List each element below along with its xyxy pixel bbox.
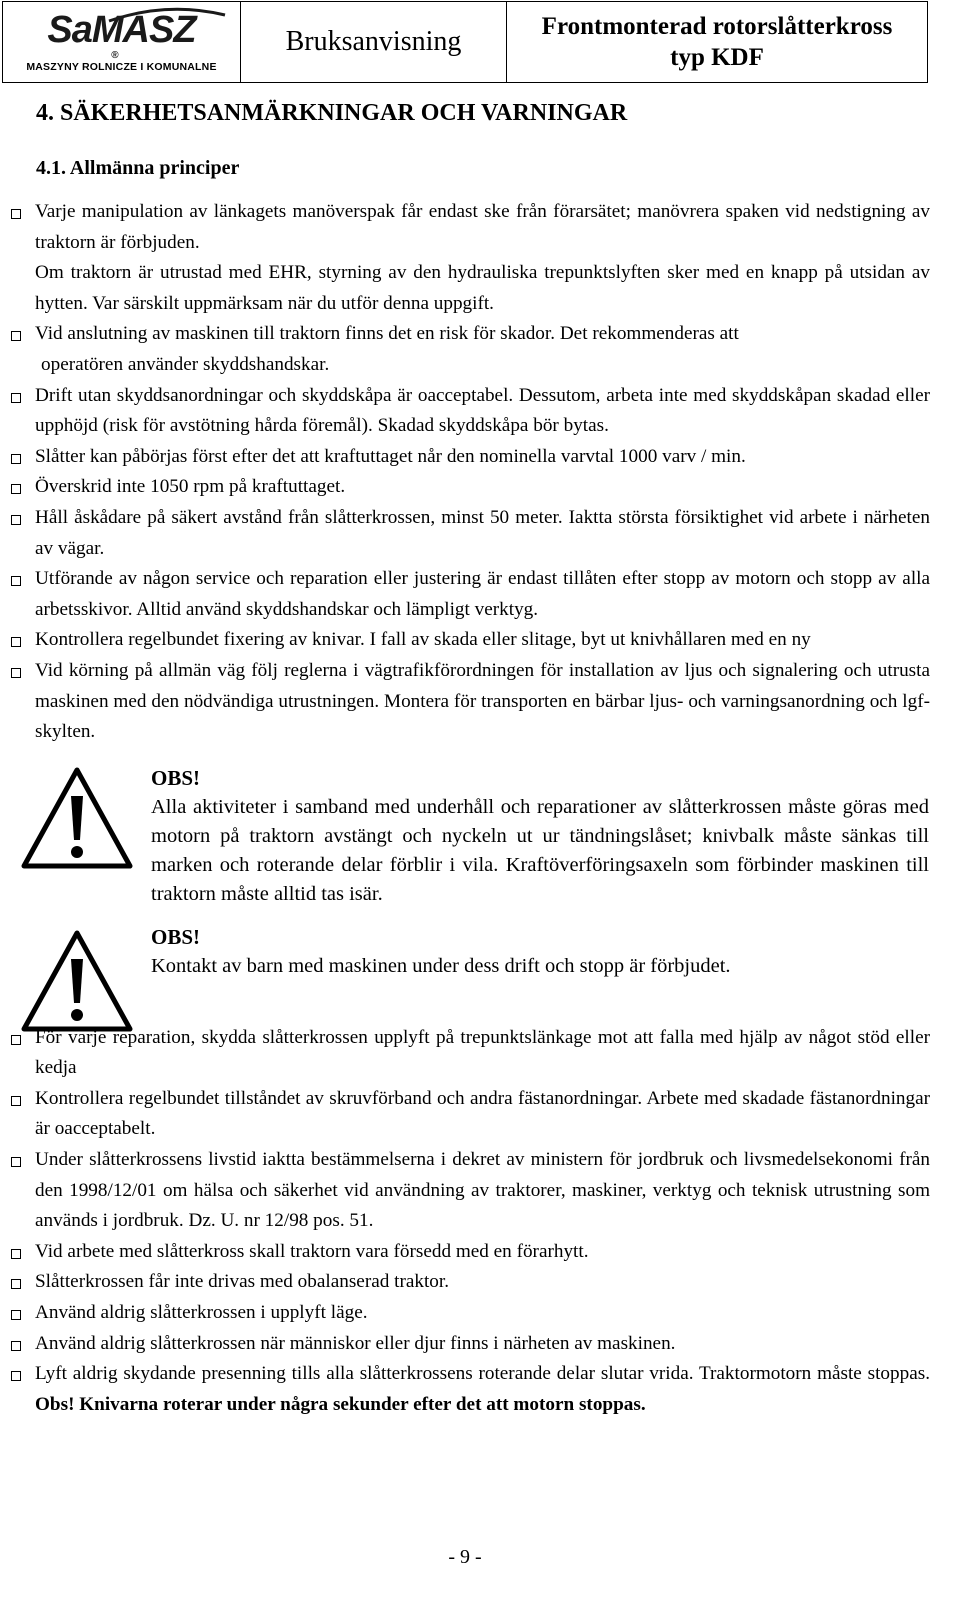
list-item: Slåtterkrossen får inte drivas med obalanserad traktor. [0, 1267, 930, 1298]
checkbox-bullet-icon [11, 1249, 21, 1259]
list-item: Vid körning på allmän väg följ reglerna i vägtrafikförordningen för installation av ljus och signalering och utrusta maskinen med den nödvändiga utrustningen. Montera för transporten en bärbar ljus- och varningsanordning och lgf-skylten. [0, 656, 930, 748]
checkbox-bullet-icon [11, 1035, 21, 1045]
list-item: Överskrid inte 1050 rpm på kraftuttaget. [0, 472, 930, 503]
checkbox-bullet-icon [11, 331, 21, 341]
warning-text: Alla aktiviteter i samband med underhåll och reparationer av slåtterkrossen måste göras med motorn på traktorn avstängt och nyckeln ut ur tändningslåset; knivbalk måste sänkas till marken och roterande delar förblir i vila. Kraftöverföringsaxeln som förbinder maskinen till traktorn måste alltid tas isär. [151, 795, 929, 905]
checkbox-bullet-icon [11, 668, 21, 678]
checkbox-bullet-icon [11, 1157, 21, 1167]
checkbox-bullet-icon [11, 209, 21, 219]
checkbox-bullet-icon [11, 1096, 21, 1106]
logo-swoosh-icon [107, 5, 227, 23]
list-item: Använd aldrig slåtterkrossen när människor eller djur finns i närheten av maskinen. [0, 1329, 930, 1360]
warning-text: Kontakt av barn med maskinen under dess drift och stopp är förbjudet. [151, 954, 731, 977]
bullet-list-general [0, 197, 960, 748]
list-item: Vid anslutning av maskinen till traktorn finns det en risk för skador. Det rekommenderas att [0, 319, 930, 350]
list-item-continuation: operatören använder skyddshandskar. [41, 353, 330, 375]
list-item: Kontrollera regelbundet fixering av knivar. I fall av skada eller slitage, byt ut knivhållaren med en ny [0, 625, 930, 656]
checkbox-bullet-icon [11, 454, 21, 464]
brand-logo [3, 2, 241, 82]
list-item: Under slåtterkrossens livstid iaktta bestämmelserna i dekret av ministern för jordbruk och livsmedelsekonomi från den 1998/12/01 om hälsa och säkerhet vid användning av traktorer, maskiner, verktyg och teknisk utrustning som används i jordbruk. Dz. U. nr 12/98 pos. 51. [0, 1145, 930, 1237]
warning-title: OBS! [151, 765, 201, 790]
list-item: Om traktorn är utrustad med EHR, styrning av den hydrauliska trepunktslyften sker med en knapp på utsidan av hytten. Var särskilt uppmärksam när du utför denna uppgift. [35, 262, 930, 314]
list-item: Drift utan skyddsanordningar och skyddskåpa är oacceptabel. Dessutom, arbeta inte med skyddskåpan skadad eller upphöjd (risk för avstötning hårda föremål). Skadad skyddskåpa bör bytas. [0, 381, 930, 442]
list-item: Använd aldrig slåtterkrossen i upplyft läge. [0, 1298, 930, 1329]
warning-triangle-icon [20, 929, 134, 1033]
logo-registered-mark: ® [111, 50, 118, 61]
document-header [2, 1, 928, 83]
list-item: Lyft aldrig skydande presenning tills alla slåtterkrossens roterande delar slutar vrida. Traktormotorn måste stoppas. Obs! Knivarna roterar under några sekunder efter det att motorn stoppas. [0, 1359, 930, 1420]
checkbox-bullet-icon [11, 576, 21, 586]
list-item: Kontrollera regelbundet tillståndet av skruvförband och andra fästanordningar. Arbete med skadade fästanordningar är oacceptabelt. [0, 1084, 930, 1145]
checkbox-bullet-icon [11, 515, 21, 525]
checkbox-bullet-icon [11, 1341, 21, 1351]
checkbox-bullet-icon [11, 637, 21, 647]
checkbox-bullet-icon [11, 1279, 21, 1289]
checkbox-bullet-icon [11, 1371, 21, 1381]
list-item: Slåtter kan påbörjas först efter det att kraftuttaget når den nominella varvtal 1000 varv / min. [0, 442, 930, 473]
logo-tagline: MASZYNY ROLNICZE I KOMUNALNE [26, 61, 217, 73]
checkbox-bullet-icon [11, 484, 21, 494]
bullet-list-operation [0, 1023, 960, 1421]
manual-title: Bruksanvisning [285, 26, 462, 57]
list-item: Håll åskådare på säkert avstånd från slåtterkrossen, minst 50 meter. Iaktta största försiktighet vid arbete i närheten av vägar. [0, 503, 930, 564]
section-title: 4.1. Allmänna principer [36, 157, 240, 179]
checkbox-bullet-icon [11, 1310, 21, 1320]
page-number: - 9 - [448, 1546, 482, 1568]
checkbox-bullet-icon [11, 393, 21, 403]
list-item: Vid arbete med slåtterkross skall traktorn vara försedd med en förarhytt. [0, 1237, 930, 1268]
warning-block-maintenance [0, 748, 960, 923]
warning-triangle-icon [20, 766, 134, 870]
header-manual-label [241, 2, 507, 82]
list-item: För varje reparation, skydda slåtterkrossen upplyft på trepunktslänkage mot att falla med hjälp av något stöd eller kedja [0, 1023, 930, 1084]
warning-title: OBS! [151, 924, 201, 949]
product-name: Frontmonterad rotorslåtterkross [541, 13, 893, 40]
warning-block-children [0, 923, 960, 1023]
header-product-label [507, 2, 927, 82]
emphasis-text: Obs! Knivarna roterar under några sekunder efter det att motorn stoppas. [35, 1393, 646, 1415]
document-body [0, 197, 960, 1420]
list-item: Varje manipulation av länkagets manöverspak får endast ske från förarsätet; manövrera spaken vid nedstigning av traktorn är förbjuden. [0, 197, 930, 258]
page-title: 4. SÄKERHETSANMÄRKNINGAR OCH VARNINGAR [36, 100, 628, 126]
logo-text: SaMASZ [47, 9, 196, 51]
list-item: Utförande av någon service och reparation eller justering är endast tillåten efter stopp av motorn och stopp av alla arbetsskivor. Alltid använd skyddshandskar och lämpligt verktyg. [0, 564, 930, 625]
product-type: typ KDF [670, 44, 764, 71]
